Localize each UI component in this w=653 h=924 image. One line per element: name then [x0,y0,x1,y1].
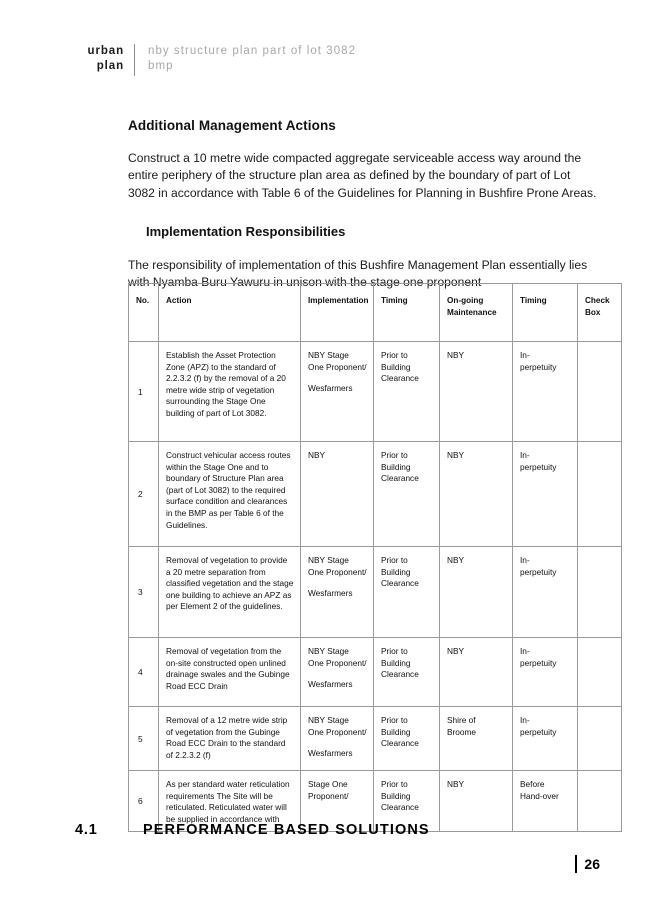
timing2-line-1: Before [520,779,545,789]
timing2-line-2: perpetuity [520,361,557,372]
impl-line-1: NBY [308,450,326,460]
cell-action: Removal of vegetation to provide a 20 metre separation from classified vegetation and the stage one building to achieve an APZ as per Element 2 of the guidelines. [159,547,301,638]
cell-timing-2 [513,342,578,442]
column-header-check-box [578,284,622,342]
table-header [129,284,622,342]
column-header-no: No. [129,284,159,342]
timing1-line-2: Building [381,726,411,737]
impl-line-1: NBY Stage [308,555,349,565]
cell-implementation [301,442,374,547]
section-number: 4.1 [75,822,98,838]
cell-action: Establish the Asset Protection Zone (APZ) to the standard of 2.2.3.2 (f) by the removal of a 20 metre wide strip of vegetation surrounding the Stage One building of part of Lot 3082. [159,342,301,442]
timing1-line-3: Clearance [381,373,419,384]
page-number-rule [575,855,577,873]
impl-line-2: One Proponent/ [308,726,367,737]
timing2-line-1: In- [520,450,530,460]
impl-line-1: Stage One [308,779,348,789]
cell-timing-1 [374,342,440,442]
timing1-line-3: Clearance [381,802,419,813]
timing2-line-1: In- [520,555,530,565]
cell-check-box[interactable] [578,638,622,707]
cell-ongoing-maintenance: NBY [440,342,513,442]
cell-implementation [301,547,374,638]
cell-row-number: 5 [129,707,159,771]
column-header-maintenance-line-1: On-going [447,296,484,305]
table-header-row [129,284,622,342]
cell-check-box[interactable] [578,342,622,442]
impl-line-2: Proponent/ [308,790,349,801]
timing2-line-1: In- [520,715,530,725]
cell-ongoing-maintenance: Shire of Broome [440,707,513,771]
section-heading-performance-based-solutions [75,822,430,838]
cell-action: Removal of a 12 metre wide strip of vegetation from the Gubinge Road ECC Drain to the standard of 2.2.3.2 (f) [159,707,301,771]
cell-timing-2 [513,707,578,771]
cell-ongoing-maintenance: NBY [440,547,513,638]
table-row [129,707,622,771]
impl-line-3: Wesfarmers [308,588,353,599]
timing1-line-1: Prior to [381,646,408,656]
cell-timing-2 [513,442,578,547]
impl-spacer [308,669,367,679]
timing1-line-2: Building [381,790,411,801]
cell-check-box[interactable] [578,707,622,771]
document-title [135,44,356,74]
cell-row-number: 3 [129,547,159,638]
cell-row-number: 4 [129,638,159,707]
timing2-line-1: In- [520,350,530,360]
cell-check-box[interactable] [578,442,622,547]
timing1-line-2: Building [381,461,411,472]
cell-ongoing-maintenance: NBY [440,638,513,707]
cell-implementation [301,707,374,771]
timing1-line-3: Clearance [381,578,419,589]
cell-row-number: 6 [129,771,159,832]
heading-additional-management-actions: Additional Management Actions [128,118,336,133]
impl-line-2: One Proponent/ [308,566,367,577]
impl-line-3: Wesfarmers [308,679,353,690]
impl-line-1: NBY Stage [308,350,349,360]
column-header-check-line-1: Check [585,296,610,305]
cell-ongoing-maintenance: NBY [440,442,513,547]
timing2-line-1: In- [520,646,530,656]
timing2-line-2: perpetuity [520,566,557,577]
cell-action: As per standard water reticulation requirements The Site will be reticulated. Reticulated water will be supplied in accordance with [159,771,301,832]
column-header-ongoing-maintenance [440,284,513,342]
document-title-line-2: bmp [148,60,174,72]
brand-line-urban: urban [87,45,124,57]
timing1-line-1: Prior to [381,350,408,360]
impl-line-2: One Proponent/ [308,657,367,668]
impl-spacer [308,738,367,748]
column-header-implementation: Implementation [301,284,374,342]
cell-action: Removal of vegetation from the on-site constructed open unlined drainage swales and the Gubinge Road ECC Drain [159,638,301,707]
cell-action: Construct vehicular access routes within the Stage One and to boundary of Structure Plan area (part of Lot 3082) to the required surface condition and clearances in the BMP as per Table 6 of the Guidelines. [159,442,301,547]
document-title-line-1: nby structure plan part of lot 3082 [148,45,357,57]
cell-check-box[interactable] [578,771,622,832]
table-body [129,342,622,832]
impl-line-2: One Proponent/ [308,361,367,372]
paragraph-implementation-responsibilities: The responsibility of implementation of this Bushfire Management Plan essentially lies with Nyamba Buru Yawuru in unison with the stage one proponent [128,257,588,290]
timing2-line-2: perpetuity [520,657,557,668]
column-header-check-line-2: Box [585,307,601,317]
timing1-line-3: Clearance [381,669,419,680]
timing1-line-3: Clearance [381,738,419,749]
column-header-maintenance-line-2: Maintenance [447,307,497,317]
impl-spacer [308,373,367,383]
brand-logo [68,44,134,74]
column-header-timing-1: Timing [374,284,440,342]
page-number-value: 26 [584,856,600,872]
timing1-line-3: Clearance [381,473,419,484]
cell-implementation [301,342,374,442]
timing1-line-1: Prior to [381,779,408,789]
timing2-line-2: Hand-over [520,790,559,801]
document-body [128,118,598,307]
impl-line-1: NBY Stage [308,715,349,725]
timing2-line-2: perpetuity [520,461,557,472]
section-title: PERFORMANCE BASED SOLUTIONS [143,822,430,838]
cell-check-box[interactable] [578,547,622,638]
table-row [129,442,622,547]
impl-line-1: NBY Stage [308,646,349,656]
timing2-line-2: perpetuity [520,726,557,737]
cell-timing-2 [513,638,578,707]
document-header [68,44,598,76]
timing1-line-1: Prior to [381,555,408,565]
paragraph-additional-management-actions: Construct a 10 metre wide compacted aggregate serviceable access way around the entire periphery of the structure plan area as defined by the boundary of part of Lot 3082 in accordance with Table 6 of the Guidelines for Planning in Bushfire Prone Areas. [128,151,597,200]
timing1-line-2: Building [381,566,411,577]
brand-line-plan: plan [96,60,124,72]
heading-implementation-responsibilities: Implementation Responsibilities [146,223,346,239]
cell-row-number: 1 [129,342,159,442]
column-header-timing-2: Timing [513,284,578,342]
management-actions-table [128,283,622,832]
cell-timing-1 [374,547,440,638]
column-header-action: Action [159,284,301,342]
timing1-line-1: Prior to [381,450,408,460]
table-row [129,342,622,442]
cell-row-number: 2 [129,442,159,547]
impl-line-3: Wesfarmers [308,383,353,394]
impl-spacer [308,578,367,588]
timing1-line-1: Prior to [381,715,408,725]
cell-timing-2 [513,547,578,638]
cell-ongoing-maintenance: NBY [440,771,513,832]
cell-timing-1 [374,707,440,771]
cell-timing-1 [374,442,440,547]
cell-implementation [301,638,374,707]
timing1-line-2: Building [381,361,411,372]
cell-timing-1 [374,638,440,707]
table-row [129,638,622,707]
cell-timing-2 [513,771,578,832]
impl-line-3: Wesfarmers [308,748,353,759]
timing1-line-2: Building [381,657,411,668]
page-number [575,855,600,873]
table-row [129,547,622,638]
